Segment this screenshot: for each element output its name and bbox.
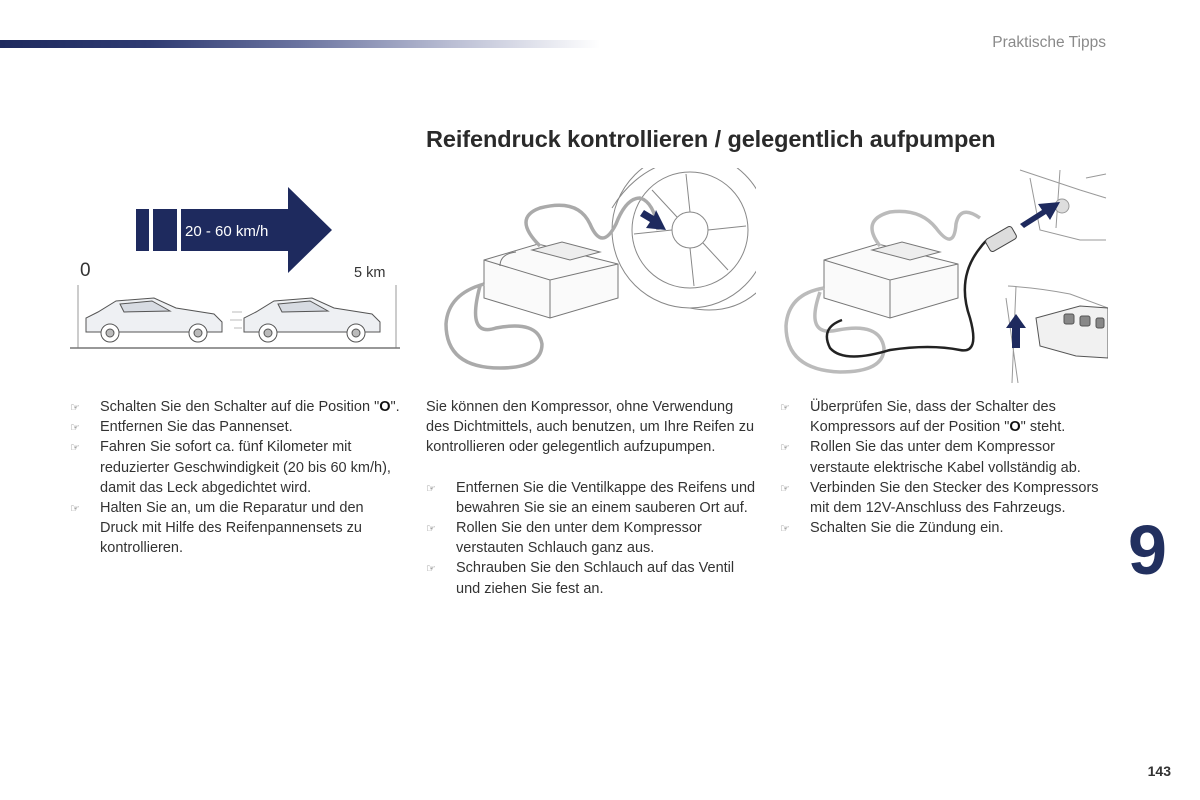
list-item: ☞ Rollen Sie das unter dem Kompressor verstaute elektrische Kabel vollständig ab. [780,439,1081,476]
plug-direction-arrow [1020,202,1060,228]
pointing-hand-icon: ☞ [426,523,436,536]
compressor-box-icon [484,242,618,318]
middle-instructions [426,397,756,599]
pointing-hand-icon: ☞ [780,442,790,455]
list-item: ☞ Halten Sie an, um die Reparatur und den Druck mit Hilfe des Reifenpannensets zu kontrollieren. [70,500,364,557]
pointing-hand-icon: ☞ [70,503,80,516]
pointing-hand-icon: ☞ [70,402,80,414]
pointing-hand-icon: ☞ [426,563,436,576]
page-title: Reifendruck kontrollieren / gelegentlich aufpumpen [426,126,996,152]
list-item: ☞ Überprüfen Sie, dass der Schalter des Kompressors auf der Position "O" steht. [780,399,1066,436]
page-number: 143 [1147,763,1171,779]
section-label: Praktische Tipps [992,34,1106,51]
start-distance-label: 0 [80,260,91,281]
compressor-box-icon [824,242,958,318]
speed-label: 20 - 60 km/h [185,223,269,240]
intro-paragraph: Sie können den Kompressor, ohne Verwendung des Dichtmittels, auch benutzen, um Ihre Reifen zu kontrollieren oder gelegentlich aufzupumpen. [426,399,755,456]
list-item: ☞ Schalten Sie den Schalter auf die Position "O". [70,397,400,417]
car-start-icon [86,298,222,342]
list-item: ☞ Rollen Sie den unter dem Kompressor verstauten Schlauch ganz aus. [426,520,702,557]
end-distance-label: 5 km [354,265,386,281]
ignition-key-icon [1036,306,1108,358]
list-item: ☞ Entfernen Sie die Ventilkappe des Reifens und bewahren Sie sie an einem sauberen Ort auf. [426,479,756,516]
list-item: ☞ Schrauben Sie den Schlauch auf das Ventil und ziehen Sie fest an. [426,560,735,597]
compressor-socket-illustration [780,168,1108,383]
list-item: ☞ Entfernen Sie das Pannenset. [70,417,400,437]
pointing-hand-icon: ☞ [426,482,436,495]
compressor-valve-illustration [440,168,756,383]
header-color-bar [0,40,600,48]
list-item: ☞ Schalten Sie die Zündung ein. [780,518,1115,538]
plug-icon [985,225,1018,252]
pointing-hand-icon: ☞ [780,482,790,495]
car-moving-icon [230,298,380,342]
speed-distance-illustration [66,180,406,355]
left-instructions [70,397,400,559]
pointing-hand-icon: ☞ [780,402,790,414]
list-item: ☞ Verbinden Sie den Stecker des Kompressors mit dem 12V-Anschluss des Fahrzeugs. [780,479,1099,517]
right-instructions [780,397,1115,538]
list-item: ☞ Fahren Sie sofort ca. fünf Kilometer mit reduzierter Geschwindigkeit (20 bis 60 km/h), damit das Leck abgedichtet wird. [70,439,391,496]
wheel-rim-icon [612,168,756,310]
pointing-hand-icon: ☞ [70,422,80,435]
pointing-hand-icon: ☞ [780,523,790,536]
chapter-number: 9 [1128,511,1167,589]
pointing-hand-icon: ☞ [70,442,80,455]
